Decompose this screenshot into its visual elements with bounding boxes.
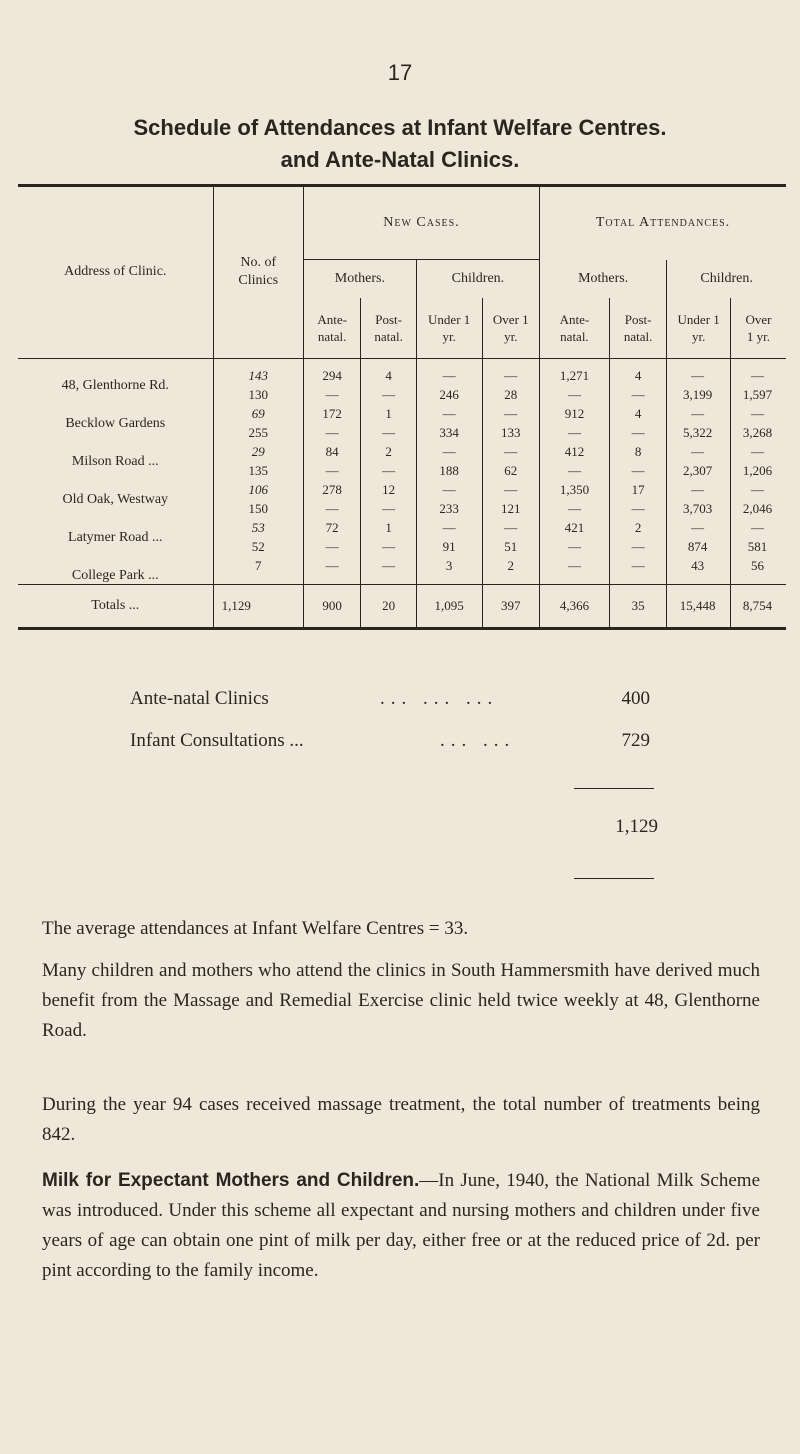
- cell-ta-ante: —: [540, 500, 610, 519]
- clinic-count: [213, 443, 303, 462]
- clinic-count: [213, 462, 303, 481]
- header-new-children: Children.: [416, 260, 539, 298]
- totals-row: [18, 584, 786, 628]
- cell-ta-ante: 412: [540, 443, 610, 462]
- clinic-count-value: 255: [248, 425, 268, 440]
- cell-ta-post: —: [609, 386, 666, 405]
- clinic-count: [213, 405, 303, 424]
- cell-nc-over: —: [482, 519, 540, 538]
- cell-nc-ante: —: [303, 424, 360, 443]
- cell-ta-under: 3,199: [667, 386, 731, 405]
- cell-ta-under: —: [667, 443, 731, 462]
- cell-nc-post: —: [361, 500, 416, 519]
- header-new-mothers: Mothers.: [303, 260, 416, 298]
- cell-ta-ante: 912: [540, 405, 610, 424]
- summary-infant-dots: ... ...: [440, 730, 516, 751]
- header-total-children: Children.: [667, 260, 786, 298]
- cell-nc-under: 246: [416, 386, 482, 405]
- average-paragraph: The average attendances at Infant Welfare Centres = 33.: [42, 918, 469, 939]
- cell-nc-ante: 294: [303, 367, 360, 386]
- cell-nc-over: —: [482, 481, 540, 500]
- cell-ta-under: —: [667, 405, 731, 424]
- clinic-count: [213, 481, 303, 500]
- milk-paragraph: [42, 1166, 760, 1286]
- page-number: 17: [387, 60, 413, 85]
- summary-rule-upper: [574, 788, 654, 789]
- summary-infant-value: 729: [621, 730, 650, 751]
- clinic-count-value: 52: [251, 539, 265, 554]
- cell-nc-over: 121: [482, 500, 540, 519]
- cell-nc-post: —: [361, 462, 416, 481]
- totals-ta-post: 35: [609, 584, 666, 628]
- cell-nc-ante: 172: [303, 405, 360, 424]
- cell-ta-over: —: [730, 443, 786, 462]
- cell-ta-post: 4: [609, 367, 666, 386]
- clinic-count: [213, 367, 303, 386]
- clinic-address: Latymer Road ...: [68, 530, 163, 545]
- cell-ta-under: 2,307: [667, 462, 731, 481]
- cell-ta-under: —: [667, 519, 731, 538]
- treatments-paragraph: During the year 94 cases received massage treatment, the total number of treatments being 842.: [42, 1094, 760, 1145]
- cell-ta-ante: 1,271: [540, 367, 610, 386]
- cell-ta-over: —: [730, 367, 786, 386]
- cell-nc-under: —: [416, 367, 482, 386]
- massage-paragraph: Many children and mothers who attend the clinics in South Hammersmith have derived much benefit from the Massage and Remedial Exercise clinic held twice weekly at 48, Glenthorne Road.: [42, 960, 760, 1041]
- cell-ta-under: 43: [667, 557, 731, 576]
- attendance-table-wrap: [18, 184, 786, 630]
- header-nc-ante: Ante-natal.: [303, 298, 360, 359]
- cell-ta-post: 8: [609, 443, 666, 462]
- summary-ante-dots: ... ... ...: [380, 688, 499, 709]
- totals-clinics: 1,129: [213, 584, 303, 628]
- cell-nc-under: 334: [416, 424, 482, 443]
- totals-nc-under: 1,095: [416, 584, 482, 628]
- clinic-count: [213, 386, 303, 405]
- cell-nc-ante: 278: [303, 481, 360, 500]
- cell-nc-post: 12: [361, 481, 416, 500]
- header-total-attendances: Total Attendances.: [540, 186, 786, 260]
- cell-nc-ante: —: [303, 462, 360, 481]
- clinic-count-value: 7: [254, 558, 262, 573]
- clinic-count: [213, 538, 303, 557]
- cell-nc-post: —: [361, 538, 416, 557]
- cell-ta-post: 17: [609, 481, 666, 500]
- summary-ante-label: Ante-natal Clinics: [130, 688, 269, 709]
- cell-nc-ante: 72: [303, 519, 360, 538]
- cell-ta-over: 1,597: [730, 386, 786, 405]
- table-row: [18, 519, 786, 538]
- cell-ta-over: —: [730, 519, 786, 538]
- header-ta-ante: Ante-natal.: [540, 298, 610, 359]
- cell-nc-under: —: [416, 481, 482, 500]
- cell-ta-ante: —: [540, 424, 610, 443]
- table-row: [18, 405, 786, 424]
- summary-infant: [130, 730, 670, 758]
- cell-ta-over: —: [730, 481, 786, 500]
- cell-nc-over: —: [482, 405, 540, 424]
- totals-nc-ante: 900: [303, 584, 360, 628]
- cell-nc-post: 1: [361, 519, 416, 538]
- clinic-count-value: 150: [248, 501, 268, 516]
- clinic-count: [213, 500, 303, 519]
- cell-ta-post: —: [609, 500, 666, 519]
- cell-ta-over: —: [730, 405, 786, 424]
- table-row: [18, 367, 786, 386]
- clinic-address: Becklow Gardens: [65, 416, 166, 431]
- clinic-count-value: 143: [248, 368, 268, 383]
- summary-ante-value: 400: [621, 688, 650, 709]
- header-total-mothers: Mothers.: [540, 260, 667, 298]
- clinic-count-value: 130: [248, 387, 268, 402]
- clinic-address: Milson Road ...: [71, 454, 159, 469]
- cell-nc-under: —: [416, 405, 482, 424]
- cell-ta-over: 2,046: [730, 500, 786, 519]
- cell-ta-post: —: [609, 462, 666, 481]
- page-title: [0, 112, 800, 176]
- cell-ta-under: 874: [667, 538, 731, 557]
- clinic-address: 48, Glenthorne Rd.: [61, 378, 169, 393]
- cell-nc-under: —: [416, 443, 482, 462]
- clinic-count-value: 106: [248, 482, 268, 497]
- cell-ta-over: 56: [730, 557, 786, 576]
- cell-ta-under: —: [667, 367, 731, 386]
- cell-nc-post: 2: [361, 443, 416, 462]
- cell-nc-under: —: [416, 519, 482, 538]
- cell-nc-post: —: [361, 424, 416, 443]
- cell-ta-post: —: [609, 557, 666, 576]
- cell-ta-ante: 421: [540, 519, 610, 538]
- clinic-count: [213, 557, 303, 576]
- cell-ta-over: 581: [730, 538, 786, 557]
- cell-ta-ante: 1,350: [540, 481, 610, 500]
- title-line-1: Schedule of Attendances at Infant Welfare Centres.: [133, 115, 667, 140]
- title-line-2: and Ante-Natal Clinics.: [280, 147, 520, 172]
- cell-nc-under: 233: [416, 500, 482, 519]
- clinic-count-value: 29: [251, 444, 265, 459]
- summary-ante-natal: [130, 688, 670, 716]
- header-ta-under: Under 1 yr.: [667, 298, 731, 359]
- clinic-count: [213, 519, 303, 538]
- table-row: [18, 443, 786, 462]
- table-row: [18, 557, 786, 576]
- cell-ta-post: 4: [609, 405, 666, 424]
- cell-nc-over: —: [482, 367, 540, 386]
- header-clinics: No. of Clinics: [213, 186, 303, 359]
- milk-heading: Milk for Expectant Mothers and Children.: [42, 1170, 420, 1191]
- header-nc-under: Under 1 yr.: [416, 298, 482, 359]
- cell-nc-over: 133: [482, 424, 540, 443]
- cell-ta-under: —: [667, 481, 731, 500]
- cell-nc-ante: 84: [303, 443, 360, 462]
- totals-nc-post: 20: [361, 584, 416, 628]
- cell-nc-post: —: [361, 557, 416, 576]
- cell-nc-ante: —: [303, 500, 360, 519]
- totals-label: Totals ...: [18, 584, 213, 628]
- totals-ta-ante: 4,366: [540, 584, 610, 628]
- summary-total-value: 1,129: [615, 816, 658, 837]
- cell-nc-post: 1: [361, 405, 416, 424]
- header-nc-post: Post-natal.: [361, 298, 416, 359]
- header-nc-over: Over 1 yr.: [482, 298, 540, 359]
- summary-rule-lower: [574, 878, 654, 879]
- cell-nc-over: 62: [482, 462, 540, 481]
- cell-ta-post: —: [609, 424, 666, 443]
- cell-ta-ante: —: [540, 538, 610, 557]
- cell-ta-under: 5,322: [667, 424, 731, 443]
- cell-nc-under: 188: [416, 462, 482, 481]
- cell-nc-over: 2: [482, 557, 540, 576]
- cell-ta-over: 1,206: [730, 462, 786, 481]
- summary-total: [130, 816, 670, 844]
- cell-ta-under: 3,703: [667, 500, 731, 519]
- cell-nc-over: 51: [482, 538, 540, 557]
- clinic-address: College Park ...: [71, 568, 159, 583]
- clinic-count-value: 53: [251, 520, 265, 535]
- totals-nc-over: 397: [482, 584, 540, 628]
- cell-nc-ante: —: [303, 557, 360, 576]
- table-row: [18, 481, 786, 500]
- clinic-count-value: 69: [251, 406, 265, 421]
- totals-ta-under: 15,448: [667, 584, 731, 628]
- header-address: Address of Clinic.: [18, 186, 213, 359]
- attendance-table: [18, 184, 786, 630]
- summary-infant-label: Infant Consultations ...: [130, 730, 304, 751]
- cell-nc-post: 4: [361, 367, 416, 386]
- cell-nc-ante: —: [303, 386, 360, 405]
- cell-nc-under: 3: [416, 557, 482, 576]
- clinic-count-value: 135: [248, 463, 268, 478]
- totals-ta-over: 8,754: [730, 584, 786, 628]
- cell-nc-over: —: [482, 443, 540, 462]
- cell-ta-ante: —: [540, 386, 610, 405]
- cell-ta-over: 3,268: [730, 424, 786, 443]
- header-new-cases: New Cases.: [303, 186, 539, 260]
- milk-text: —In June, 1940, the National Milk Scheme was introduced. Under this scheme all expectant and nursing mothers and children under five years of age can obtain one pint of milk per day, either free or at the reduced price of 2d. per pint according to the family income.: [42, 1170, 761, 1281]
- header-ta-over: Over 1 yr.: [730, 298, 786, 359]
- cell-ta-ante: —: [540, 462, 610, 481]
- clinic-count: [213, 424, 303, 443]
- cell-ta-post: 2: [609, 519, 666, 538]
- cell-ta-ante: —: [540, 557, 610, 576]
- cell-ta-post: —: [609, 538, 666, 557]
- cell-nc-over: 28: [482, 386, 540, 405]
- cell-nc-ante: —: [303, 538, 360, 557]
- header-ta-post: Post-natal.: [609, 298, 666, 359]
- cell-nc-post: —: [361, 386, 416, 405]
- cell-nc-under: 91: [416, 538, 482, 557]
- clinic-address: Old Oak, Westway: [62, 492, 169, 507]
